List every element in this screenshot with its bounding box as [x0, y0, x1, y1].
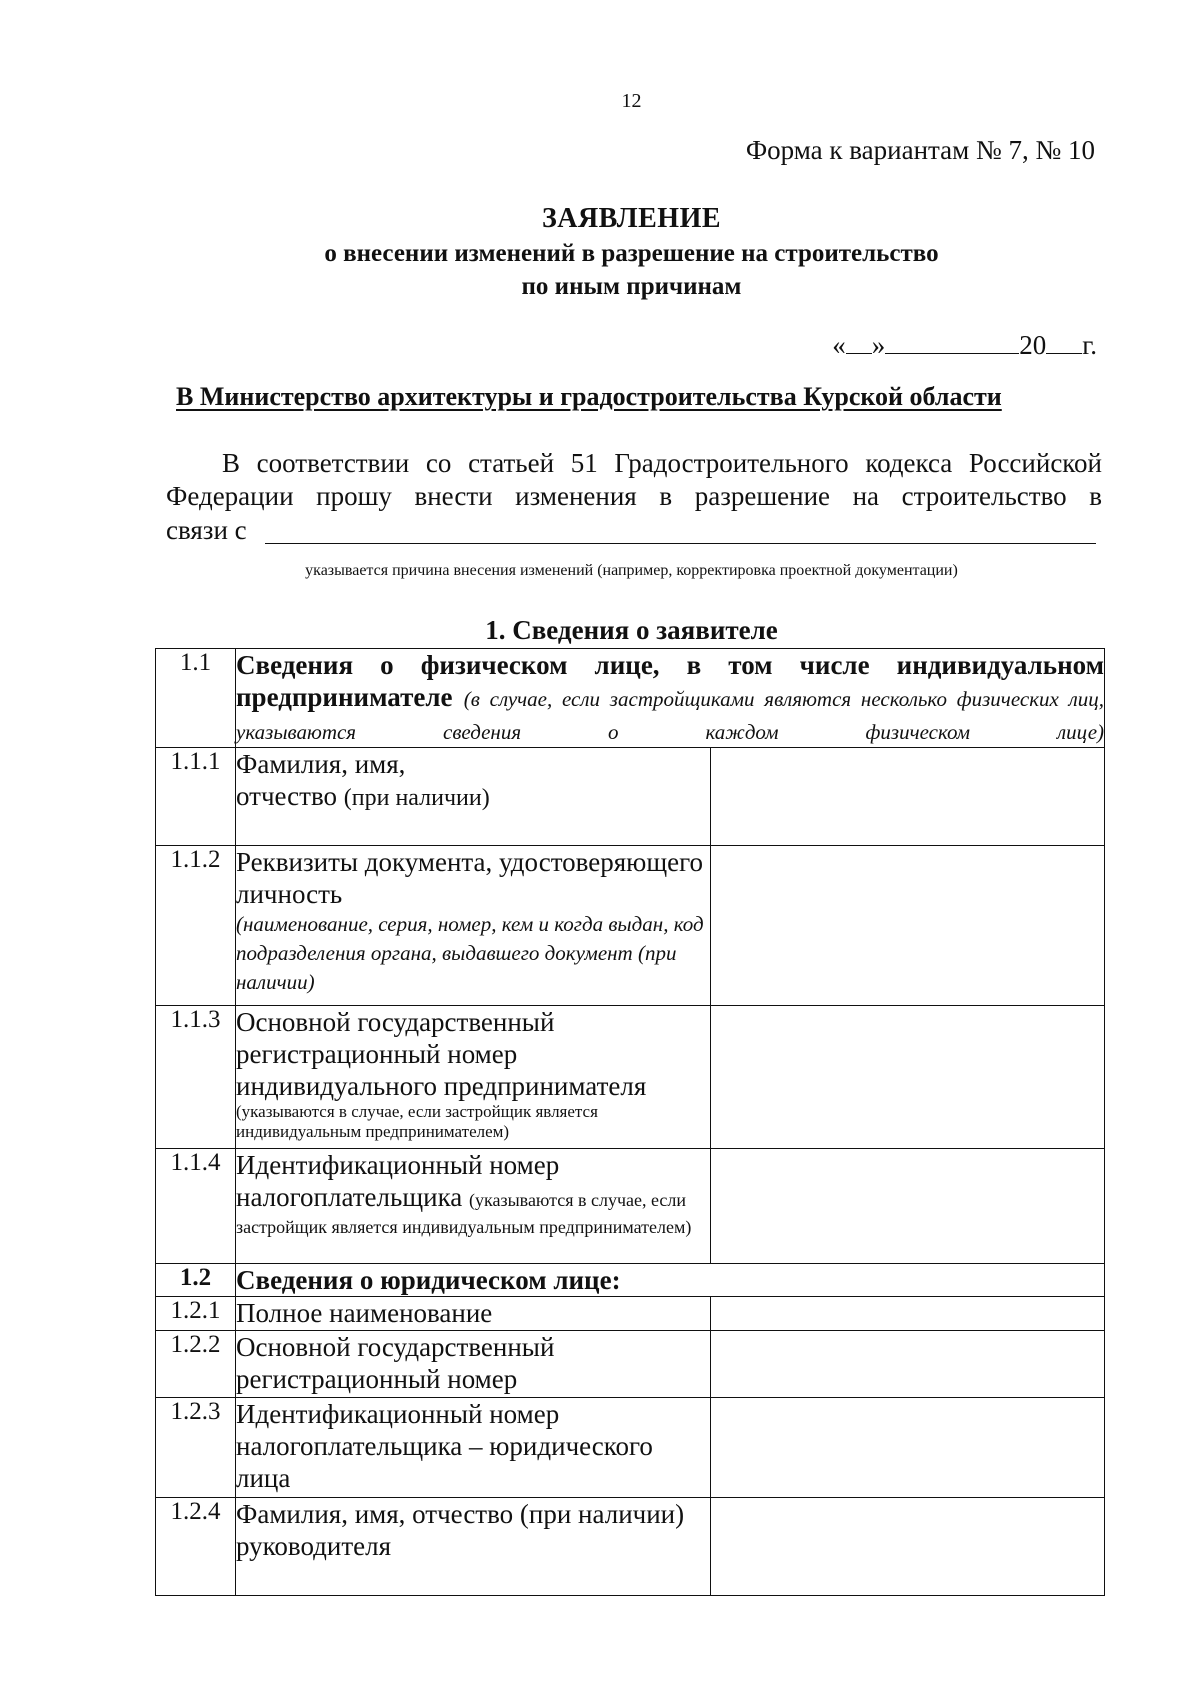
row-label-note: (наименование, серия, номер, кем и когда выдан, код подразделения органа, выдавшего документ (при наличии)	[236, 912, 704, 994]
row-label-note: (при наличии)	[343, 785, 490, 811]
table-row	[156, 1006, 1105, 1149]
reason-field[interactable]	[265, 543, 1096, 544]
date-close-quote: »	[871, 330, 886, 360]
intro-line2: Федерации прошу внести изменения в разрешение на строительство в	[166, 481, 1102, 511]
table-row	[156, 1297, 1105, 1331]
row-label-text: Фамилия, имя,	[236, 749, 406, 779]
row-number: 1.2.2	[156, 1331, 236, 1398]
row-number: 1.1	[156, 649, 236, 748]
table-row	[156, 649, 1105, 748]
row-label: Фамилия, имя, отчество (при наличии) руководителя	[236, 1498, 711, 1596]
row-label-text-line2: отчество	[236, 781, 338, 811]
intro-line3: связи с	[166, 515, 247, 545]
row-number: 1.1.3	[156, 1006, 236, 1149]
document-subtitle-line1: о внесении изменений в разрешение на строительство	[324, 240, 939, 267]
row-label-note: (указываются в случае, если застройщик является индивидуальным предпринимателем)	[236, 1190, 692, 1237]
document-title: ЗАЯВЛЕНИЕ	[541, 203, 722, 234]
row-label	[236, 649, 1105, 748]
section-title: 1. Сведения о заявителе	[485, 615, 778, 645]
date-line	[832, 330, 1097, 361]
ogrnip-value-field[interactable]	[711, 1006, 1105, 1149]
intro-line1: В соответствии со статьей 51 Градостроительного кодекса Российской	[222, 448, 1102, 478]
table-row	[156, 1398, 1105, 1498]
director-name-value-field[interactable]	[711, 1498, 1105, 1596]
row-label-text: Основной государственный регистрационный номер индивидуального предпринимателя	[236, 1007, 647, 1101]
inn-individual-value-field[interactable]	[711, 1149, 1105, 1264]
date-open-quote: «	[832, 330, 846, 360]
table-row	[156, 1149, 1105, 1264]
row-number: 1.1.1	[156, 748, 236, 846]
row-label-text: Реквизиты документа, удостоверяющего личность	[236, 847, 703, 909]
row-number: 1.2.1	[156, 1297, 236, 1331]
row-number: 1.2.4	[156, 1498, 236, 1596]
page-number: 12	[621, 90, 642, 112]
table-row	[156, 1264, 1105, 1297]
date-day-field[interactable]	[846, 331, 872, 354]
applicant-info-table	[155, 648, 1105, 1596]
date-suffix: г.	[1082, 330, 1097, 360]
inn-org-value-field[interactable]	[711, 1398, 1105, 1498]
date-century: 20	[1019, 330, 1047, 360]
form-reference: Форма к вариантам № 7, № 10	[745, 135, 1095, 165]
table-row	[156, 1331, 1105, 1398]
row-number: 1.1.2	[156, 846, 236, 1006]
row-label-note: (указываются в случае, если застройщик является индивидуальным предпринимателем)	[236, 1102, 598, 1141]
full-name-org-value-field[interactable]	[711, 1297, 1105, 1331]
row-label: Основной государственный регистрационный номер	[236, 1331, 711, 1398]
id-document-value-field[interactable]	[711, 846, 1105, 1006]
row-number: 1.1.4	[156, 1149, 236, 1264]
table-row	[156, 1498, 1105, 1596]
row-label-text-line2: налогоплательщика	[236, 1182, 463, 1212]
row-label-note: (в случае, если застройщиками являются несколько физических лиц, указываются сведения о каждом физическом лице)	[236, 687, 1105, 744]
addressee: В Министерство архитектуры и градостроительства Курской области	[176, 382, 1002, 411]
table-row	[156, 846, 1105, 1006]
row-label: Сведения о юридическом лице:	[236, 1264, 1105, 1297]
document-subtitle-line2: по иным причинам	[521, 273, 742, 300]
ogrn-value-field[interactable]	[711, 1331, 1105, 1398]
row-label	[236, 1149, 711, 1264]
row-label	[236, 748, 711, 846]
date-month-field[interactable]	[885, 331, 1019, 354]
row-label	[236, 1006, 711, 1149]
row-label: Полное наименование	[236, 1297, 711, 1331]
row-label-text: Сведения о физическом лице, в том числе индивидуальном предпринимателе	[236, 650, 1105, 712]
row-label-text: Идентификационный номер	[236, 1150, 560, 1180]
full-name-value-field[interactable]	[711, 748, 1105, 846]
row-label: Идентификационный номер налогоплательщика – юридического лица	[236, 1398, 711, 1498]
row-number: 1.2	[156, 1264, 236, 1297]
row-label	[236, 846, 711, 1006]
date-year-field[interactable]	[1046, 331, 1082, 354]
reason-hint: указывается причина внесения изменений (например, корректировка проектной документации)	[305, 562, 958, 579]
table-row	[156, 748, 1105, 846]
row-number: 1.2.3	[156, 1398, 236, 1498]
